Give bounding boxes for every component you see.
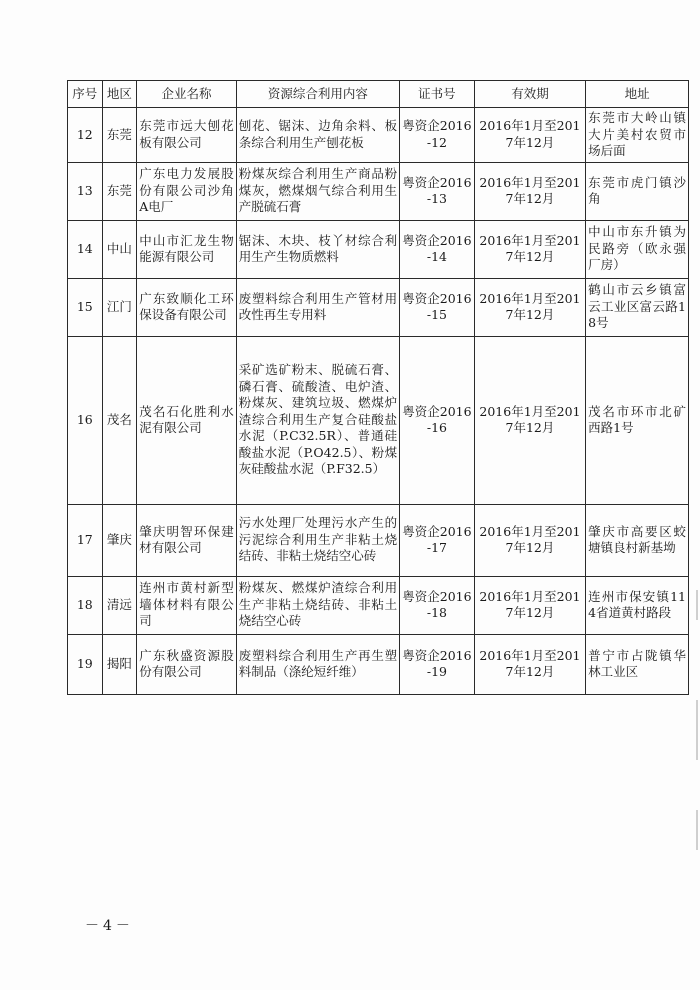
row-content: 粉煤灰综合利用生产商品粉煤灰，燃煤烟气综合利用生产脱硫石膏 (236, 162, 399, 220)
table-row (68, 220, 689, 278)
row-region: 清远 (102, 576, 137, 634)
row-addr: 东莞市大岭山镇大片美村农贸市场后面 (586, 108, 689, 163)
table-row (68, 336, 689, 504)
row-company: 广东电力发展股份有限公司沙角A电厂 (137, 162, 237, 220)
header-content: 资源综合利用内容 (236, 81, 399, 108)
row-content: 废塑料综合利用生产管材用改性再生专用料 (236, 278, 399, 336)
scan-edge-mark (696, 700, 698, 760)
row-region: 东莞 (102, 108, 137, 163)
row-no: 19 (68, 634, 103, 694)
row-addr: 肇庆市高要区蛟塘镇良村新基坳 (586, 504, 689, 576)
table-row (68, 576, 689, 634)
row-company: 连州市黄村新型墙体材料有限公司 (137, 576, 237, 634)
certificate-table (67, 80, 689, 695)
table-row (68, 504, 689, 576)
header-no: 序号 (68, 81, 103, 108)
row-addr: 茂名市环市北矿西路1号 (586, 336, 689, 504)
row-valid: 2016年1月至2017年12月 (474, 504, 585, 576)
header-cert: 证书号 (400, 81, 475, 108)
row-cert: 粤资企2016-13 (400, 162, 475, 220)
row-cert: 粤资企2016-12 (400, 108, 475, 163)
row-cert: 粤资企2016-15 (400, 278, 475, 336)
scan-edge-mark (696, 810, 698, 850)
row-valid: 2016年1月至2017年12月 (474, 576, 585, 634)
row-region: 肇庆 (102, 504, 137, 576)
row-no: 18 (68, 576, 103, 634)
row-valid: 2016年1月至2017年12月 (474, 336, 585, 504)
row-no: 12 (68, 108, 103, 163)
row-no: 13 (68, 162, 103, 220)
row-valid: 2016年1月至2017年12月 (474, 162, 585, 220)
table-row (68, 634, 689, 694)
row-addr: 中山市东升镇为民路旁（欧永强厂房） (586, 220, 689, 278)
row-content: 粉煤灰、燃煤炉渣综合利用生产非粘土烧结砖、非粘土烧结空心砖 (236, 576, 399, 634)
row-company: 东莞市远大刨花板有限公司 (137, 108, 237, 163)
scan-edge-mark (696, 590, 698, 620)
row-region: 茂名 (102, 336, 137, 504)
row-valid: 2016年1月至2017年12月 (474, 220, 585, 278)
row-cert: 粤资企2016-17 (400, 504, 475, 576)
header-addr: 地址 (586, 81, 689, 108)
row-cert: 粤资企2016-19 (400, 634, 475, 694)
row-addr: 普宁市占陇镇华林工业区 (586, 634, 689, 694)
row-region: 揭阳 (102, 634, 137, 694)
row-content: 废塑料综合利用生产再生塑料制品（涤纶短纤维） (236, 634, 399, 694)
row-region: 中山 (102, 220, 137, 278)
row-cert: 粤资企2016-16 (400, 336, 475, 504)
header-valid: 有效期 (474, 81, 585, 108)
row-addr: 东莞市虎门镇沙角 (586, 162, 689, 220)
row-addr: 连州市保安镇114省道黄村路段 (586, 576, 689, 634)
table-row (68, 108, 689, 163)
page-number: －4－ (85, 918, 134, 934)
row-no: 14 (68, 220, 103, 278)
row-content: 刨花、锯沫、边角余料、板条综合利用生产刨花板 (236, 108, 399, 163)
row-company: 肇庆明智环保建材有限公司 (137, 504, 237, 576)
row-valid: 2016年1月至2017年12月 (474, 108, 585, 163)
header-company: 企业名称 (137, 81, 237, 108)
row-content: 污水处理厂处理污水产生的污泥综合利用生产非粘土烧结砖、非粘土烧结空心砖 (236, 504, 399, 576)
table-header-row (68, 81, 689, 108)
row-cert: 粤资企2016-18 (400, 576, 475, 634)
row-no: 17 (68, 504, 103, 576)
row-company: 中山市汇龙生物能源有限公司 (137, 220, 237, 278)
table-row (68, 278, 689, 336)
row-no: 16 (68, 336, 103, 504)
row-valid: 2016年1月至2017年12月 (474, 634, 585, 694)
row-valid: 2016年1月至2017年12月 (474, 278, 585, 336)
row-content: 锯沫、木块、枝丫材综合利用生产生物质燃料 (236, 220, 399, 278)
row-region: 东莞 (102, 162, 137, 220)
row-cert: 粤资企2016-14 (400, 220, 475, 278)
row-content: 采矿选矿粉末、脱硫石膏、磷石膏、硫酸渣、电炉渣、粉煤灰、建筑垃圾、燃煤炉渣综合利用生产复合硅酸盐水泥（P.C32.5R）、普通硅酸盐水泥（P.O42.5）、粉煤灰硅酸盐水泥（P.F32.5） (236, 336, 399, 504)
row-company: 广东致顺化工环保设备有限公司 (137, 278, 237, 336)
row-company: 广东秋盛资源股份有限公司 (137, 634, 237, 694)
table-row (68, 162, 689, 220)
row-no: 15 (68, 278, 103, 336)
header-region: 地区 (102, 81, 137, 108)
row-company: 茂名石化胜利水泥有限公司 (137, 336, 237, 504)
row-region: 江门 (102, 278, 137, 336)
row-addr: 鹤山市云乡镇富云工业区富云路18号 (586, 278, 689, 336)
